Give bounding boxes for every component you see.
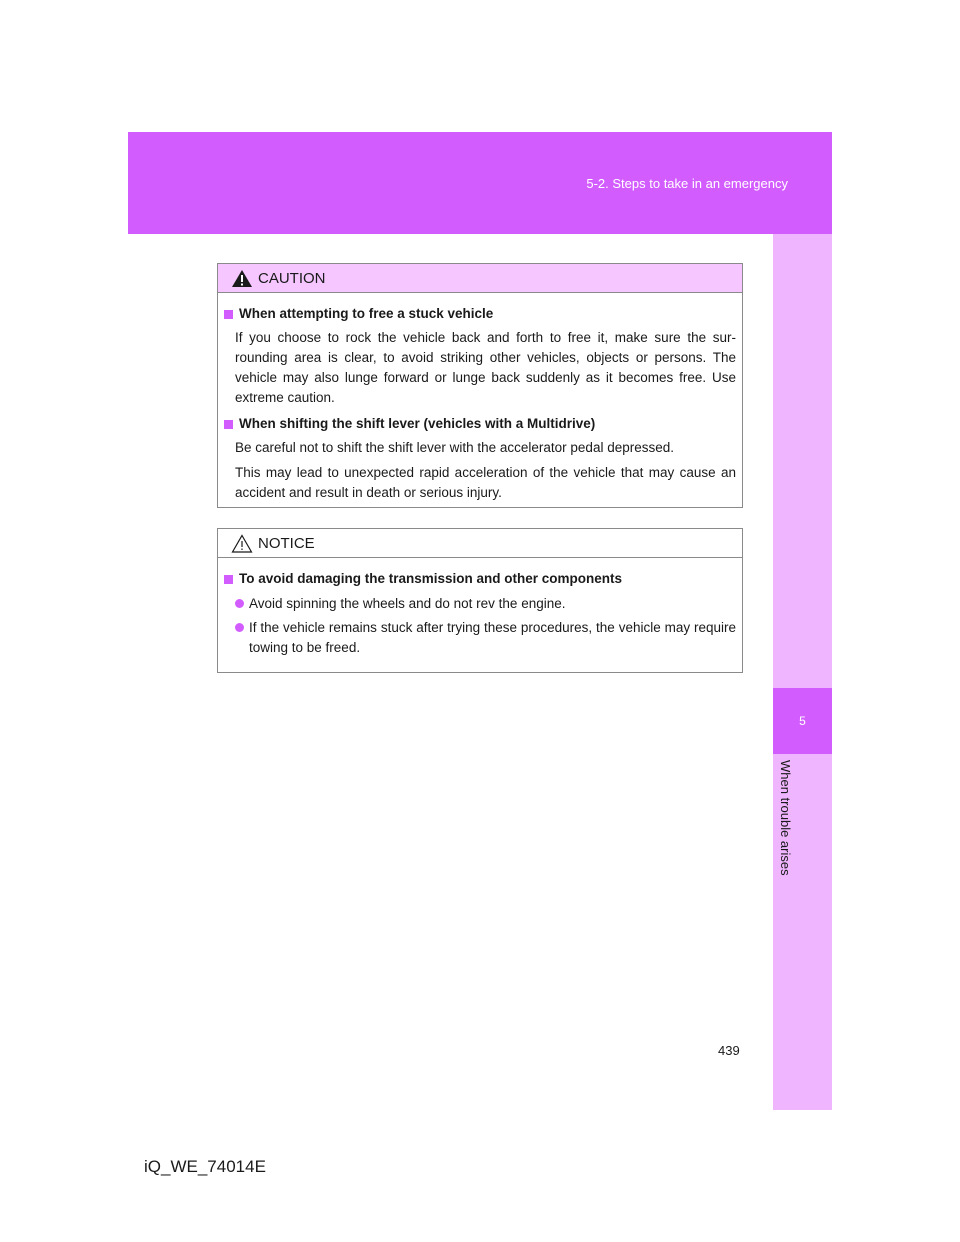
notice-bullet-text: If the vehicle remains stuck after trying these procedures, the vehicle may require towing to be freed. (249, 620, 736, 655)
caution-item-title-text: When shifting the shift lever (vehicles with a Multidrive) (239, 416, 596, 431)
warning-filled-icon (231, 269, 253, 288)
chapter-number-block (773, 688, 832, 754)
caution-label: CAUTION (258, 270, 326, 287)
caution-box (217, 263, 743, 508)
page-number: 439 (718, 1043, 740, 1058)
caution-item-title (224, 303, 736, 325)
notice-header (218, 529, 742, 558)
caution-paragraph: If you choose to rock the vehicle back and forth to free it, make sure the sur-rounding area is clear, to avoid striking other vehicles, objects or persons. The vehicle may also lunge forward or lunge back suddenly as it becomes free. Use extreme caution. (235, 330, 736, 405)
notice-label: NOTICE (258, 535, 315, 552)
caution-item-title-text: When attempting to free a stuck vehicle (239, 306, 494, 321)
notice-body (218, 558, 742, 658)
square-bullet-icon (224, 575, 233, 584)
round-bullet-icon (235, 599, 244, 608)
header-band (128, 132, 832, 234)
notice-bullet-text: Avoid spinning the wheels and do not rev the engine. (249, 596, 566, 611)
notice-bullet (235, 618, 736, 658)
chapter-side-tab (773, 234, 832, 1110)
caution-item-title (224, 413, 736, 435)
caution-paragraph: This may lead to unexpected rapid acceleration of the vehicle that may cause an accident and result in death or serious injury. (235, 465, 736, 500)
notice-box (217, 528, 743, 673)
round-bullet-icon (235, 623, 244, 632)
notice-bullet (235, 594, 736, 614)
document-code: iQ_WE_74014E (144, 1157, 266, 1176)
square-bullet-icon (224, 310, 233, 319)
square-bullet-icon (224, 420, 233, 429)
warning-outline-icon (231, 534, 253, 553)
caution-body (218, 293, 742, 503)
notice-item-title-text: To avoid damaging the transmission and other components (239, 571, 623, 586)
chapter-title: When trouble arises (778, 760, 793, 876)
chapter-number: 5 (799, 714, 806, 728)
caution-paragraph: Be careful not to shift the shift lever with the accelerator pedal depressed. (235, 440, 674, 455)
notice-item-title (224, 568, 736, 590)
section-title: 5-2. Steps to take in an emergency (586, 176, 788, 191)
caution-header (218, 264, 742, 293)
